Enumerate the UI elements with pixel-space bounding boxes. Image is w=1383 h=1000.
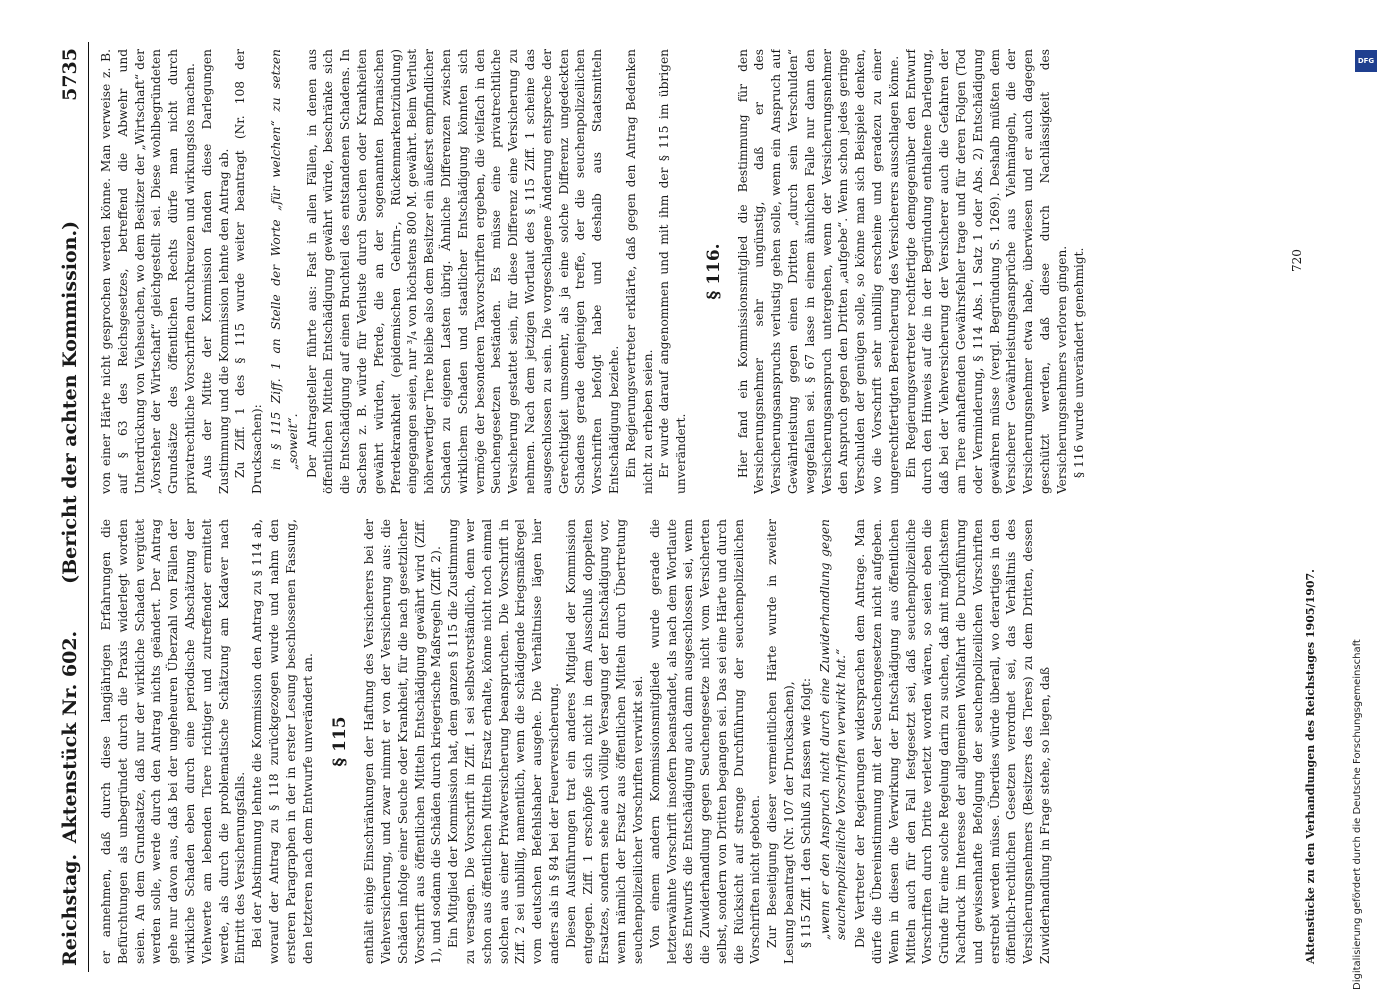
paragraph: Hier fand ein Kommissionsmitglied die Bestimmung für den Versicherungsnehmer sehr ungünstig, daß er des Versicherungsanspruchs verlustig gehen solle, wenn ein Anspruch auf Gewährleistung gegen einen Dritten „durch sein Verschulden“ weggefallen sei. § 67 lasse in einem ähnlichen Falle nur dann den Versicherungsanspruch untergehen, wenn der Versicherungsnehmer den Anspruch gegen den Dritten „aufgebe“. Wenn schon jedes geringe Verschulden der genügen solle, so könne man sich Beispiele denken, wo die Vorschrift sehr unbillig erscheine und geradezu zu einer ungerechtfertigten Bereicherung des Versicherers ausschlagen könne. bbox=[735, 49, 901, 494]
paragraph: Zur Beseitigung dieser vermeintlichen Härte wurde in zweiter Lesung beantragt (Nr. 107 der Drucksachen), bbox=[765, 519, 797, 964]
header-center: Aktenstück Nr. 602. bbox=[59, 630, 81, 844]
funding-note: Digitalisierung gefördert durch die Deutsche Forschungsgemeinschaft bbox=[1352, 639, 1363, 990]
paragraph: Ein Mitglied der Kommission hat, dem ganzen § 115 die Zustimmung zu versagen. Die Vorschrift in Ziff. 1 sei selbstverständlich, denn wer schon aus öffentlichen Mitteln Ersatz erhalte, könne nicht noch einmal solchen aus einer Privatversicherung beanspruchen. Die Vorschrift in Ziff. 2 sei unbillig, namentlich, wenn die schädigende kriegsmäßregel vom deutschen Befehlshaber ausgehe. Die Verhältnisse lägen hier anders als in § 84 bei der Feuerversicherung. bbox=[446, 519, 561, 964]
header-left: Reichstag. bbox=[59, 853, 81, 966]
footer-source: Aktenstücke zu den Verhandlungen des Reichstages 1905/1907. bbox=[1304, 569, 1317, 964]
document-page bbox=[52, 42, 1352, 972]
section-heading: § 115 bbox=[330, 716, 351, 767]
header-right bbox=[59, 48, 81, 584]
paragraph: von einer Härte nicht gesprochen werden könne. Man verweise z. B. auf § 63 des Reichsgesetzes, betreffend die Abwehr und Unterdrückung von Viehseuchen, wo dem Besitzer der „Wirtschaft“ der „Vorsteher der Wirtschaft“ gleichgestellt sei. Diese wohlbegründeten Grundsätze des öffentlichen Rechts dürfe man nicht durch privatrechtliche Vorschriften durchkreuzen und wirkungslos machen. bbox=[99, 49, 197, 494]
paragraph: Der Antragsteller führte aus: Fast in allen Fällen, in denen aus öffentlichen Mitteln Entschädigung gewährt würde, beschränke sich die Entschädigung auf einen Bruchteil des entstandenen Schadens. In Sachsen z. B. würde für Verluste durch Seuchen oder Krankheiten gewährt würden, Pferde, die an der sogenannten Bornaischen Pferdekrankheit (epidemischen Gehirn-, Rückenmarkentzündung) eingegangen seien, nur ³/₄ von höchstens 800 M. gewährt. Beim Verlust höherwertiger Tiere bleibe also dem Besitzer ein äußerst empfindlicher Schaden zu eigenen Lasten übrig. Ähnliche Differenzen zwischen wirklichem Schaden und staatlicher Entschädigung könnten sich vermöge der besonderen Taxvorschriften ergeben, die vielfach in den Seuchengesetzen beständen. Es müsse eine privatrechtliche Versicherung gestattet sein, für diese Differenz eine Versicherung zu nehmen. Nach dem jetzigen Wortlaut des § 115 Ziff. 1 scheine das ausgeschlossen zu sein. Die vorgeschlagene Änderung entspreche der Gerechtigkeit umsomehr, als ja eine solche Differenz ungedeckten Schadens gerade denjenigen treffe, der die seuchenpolizeilichen Vorschriften befolgt habe und deshalb aus Staatsmitteln Entschädigung beziehe. bbox=[304, 49, 621, 494]
quoted-amendment: in § 115 Ziff. 1 an Stelle der Worte „für welchen“ zu setzen „soweit“. bbox=[268, 49, 300, 470]
quoted-amendment: „wenn er den Anspruch nicht durch eine Zuwiderhandlung gegen seuchenpolizeiliche Vorschriften verwirkt hat.“ bbox=[817, 519, 849, 940]
footer-page-number: 720 bbox=[1290, 249, 1304, 272]
left-column bbox=[98, 519, 1298, 964]
paragraph: Bei der Abstimmung lehnte die Kommission den Antrag zu § 114 ab, worauf der Antrag zu § 118 zurückgezogen wurde und nahm den ersteren Paragraphen in der in erster Lesung beschlossenen Fassung, den letzteren nach dem Entwurfe unverändert an. bbox=[250, 519, 315, 964]
dfg-logo: DFG bbox=[1355, 50, 1377, 72]
running-head bbox=[52, 42, 89, 972]
paragraph: § 115 Ziff. 1 den Schluß zu fassen wie folgt: bbox=[798, 678, 813, 948]
paragraph: Er wurde darauf angenommen und mit ihm der § 115 im übrigen unverändert. bbox=[657, 49, 689, 494]
paragraph: Ein Regierungsvertreter rechtfertigte demgegenüber den Entwurf durch den Hinweis auf die in der Begründung enthaltene Darlegung, daß bei der Viehversicherung der Versicherer auch die Gefahren der am Tiere anhaftenden Gewährsfehler trage und für deren Folgen (Tod oder Verminderung, § 114 Abs. 1 Satz 1 oder Abs. 2) Entschädigung gewähren müsse (vergl. Begründung S. 1269). Deshalb müßten dem Versicherer Gewährleistungsansprüche aus Viehmängeln, die der Versicherungsnehmer etwa habe, überwiesen und er auch dagegen geschützt werden, daß diese durch Nachlässigkeit des Versicherungsnehmers verloren gingen. bbox=[903, 49, 1069, 494]
paragraph: Zu Ziff. 1 des § 115 wurde weiter beantragt (Nr. 108 der Drucksachen): bbox=[233, 49, 265, 494]
right-column bbox=[98, 49, 1298, 494]
paragraph: enthält einige Einschränkungen der Haftung des Versicherers bei der Viehversicherung, und zwar nimmt er von der Versicherung aus: die Schäden infolge einer Seuche oder Krankheit, für die nach gesetzlicher Vorschrift aus öffentlichen Mitteln Entschädigung gewährt wird (Ziff. 1), und sodann die Schäden durch kriegerische Maßregeln (Ziff. 2). bbox=[362, 519, 444, 964]
paragraph: Von einem andern Kommissionsmitgliede wurde gerade die letzterwähnte Vorschrift insofern beanstandet, als nach dem Wortlaute des Entwurfs die Entschädigung auch dann ausgeschlossen sei, wenn die Zuwiderhandlung gegen Seuchengesetze nicht vom Versicherten selbst, sondern von Dritten begangen sei. Das sei eine Härte und durch die Rücksicht auf strenge Durchführung der seuchenpolizeilichen Vorschriften nicht geboten. bbox=[647, 519, 763, 964]
header-page-number: 5735 bbox=[59, 48, 81, 101]
paragraph: Aus der Mitte der Kommission fanden diese Darlegungen Zustimmung und die Kommission lehnte den Antrag ab. bbox=[199, 49, 231, 494]
paragraph: Die Vertreter der Regierungen widersprachen dem Antrage. Man dürfe die Übereinstimmung mit der Seuchengesetzen nicht aufgeben. Wenn in diesen die Verwirkung der Entschädigung aus öffentlichen Mitteln auch für den Fall festgesetzt sei, daß seuchenpolizeiliche Vorschriften durch Dritte verletzt worden wären, so seien eben die Gründe für eine solche Regelung darin zu suchen, daß mit möglichstem Nachdruck im Interesse der allgemeinen Wohlfahrt die Durchführung und gewissenhafte Befolgung der seuchenpolizeilichen Vorschriften erstrebt werden müsse. Überdies würde überall, wo derartiges in den öffentlich-rechtlichen Gesetzen verordnet sei, das Verhältnis des Versicherungsnehmers (Besitzers des Tieres) zu dem Dritten, dessen Zuwiderhandlung in Frage stehe, so liegen, daß bbox=[853, 519, 1053, 964]
section-heading: § 116. bbox=[703, 243, 724, 300]
header-title: (Bericht der achten Kommission.) bbox=[59, 220, 81, 584]
paragraph: er annehmen, daß durch diese langjährigen Erfahrungen die Befürchtungen als unbegründet durch die Praxis widerlegt worden seien. An dem Grundsatze, daß nur der wirkliche Schaden vergütet werden solle, werde durch den Antrag nichts geändert. Der Antrag gehe nur davon aus, daß bei der ungeheuren Überzahl von Fällen der wirkliche Schaden eben durch eine periodische Abschätzung der Viehwerte am lebenden Tiere richtiger und zutreffender ermittelt werde, als durch die problematische Schätzung am Kadaver nach Eintritt des Versicherungsfalls. bbox=[99, 519, 248, 964]
paragraph: Diesen Ausführungen trat ein anderes Mitglied der Kommission entgegen. Ziff. 1 erschöpfe sich nicht in dem Ausschluß doppelten Ersatzes, sondern sehe auch völlige Versagung der Entschädigung vor, wenn nämlich der Ersatz aus öffentlichen Mitteln durch Übertretung seuchenpolizeilicher Vorschriften verwirkt sei. bbox=[563, 519, 645, 964]
paragraph: § 116 wurde unverändert genehmigt. bbox=[1071, 247, 1086, 478]
paragraph: Ein Regierungsvertreter erklärte, daß gegen den Antrag Bedenken nicht zu erheben seien. bbox=[623, 49, 655, 494]
